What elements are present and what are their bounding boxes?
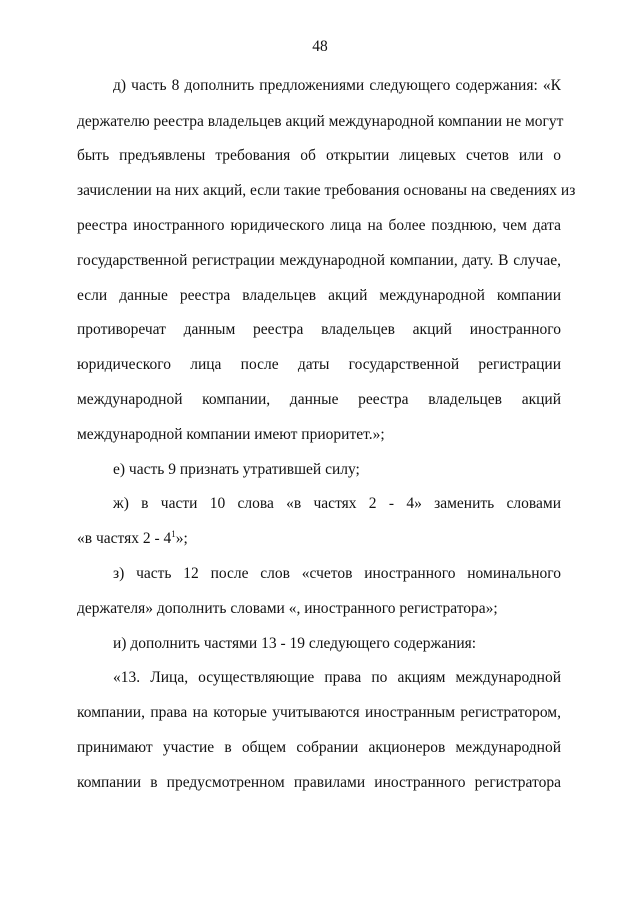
paragraph-d-line-11: международной компании имеют приоритет.»; [77, 426, 385, 443]
paragraph-d-line-10: международной компании, данные реестра владельцев акций [77, 391, 561, 408]
paragraph-d-line-7: если данные реестра владельцев акций международной компании [77, 287, 561, 304]
paragraph-zh-line-2 [77, 529, 561, 549]
paragraph-z-line-2: держателя» дополнить словами «, иностранного регистратора»; [77, 600, 498, 617]
paragraph-zh-line-1: ж) в части 10 слова «в частях 2 - 4» заменить словами [113, 495, 561, 512]
page-number: 48 [312, 38, 328, 55]
superscript-one: 1 [171, 528, 176, 539]
paragraph-d-line-8: противоречат данным реестра владельцев акций иностранного [77, 321, 561, 338]
paragraph-e: е) часть 9 признать утратившей силу; [113, 461, 360, 478]
paragraph-d-line-6: государственной регистрации международной компании, дату. В случае, [77, 252, 561, 269]
paragraph-d-line-1: д) часть 8 дополнить предложениями следующего содержания: «К [113, 77, 561, 94]
paragraph-13-line-2: компании, права на которые учитываются иностранным регистратором, [77, 704, 561, 721]
paragraph-z-line-1: з) часть 12 после слов «счетов иностранного номинального [113, 565, 561, 582]
paragraph-d-line-4: зачислении на них акций, если такие требования основаны на сведениях из [77, 182, 576, 199]
paragraph-13-line-4: компании в предусмотренном правилами иностранного регистратора [77, 774, 561, 791]
quoted-parts: «в частях 2 - 4 [77, 530, 172, 547]
paragraph-d-line-5: реестра иностранного юридического лица на более позднюю, чем дата [77, 217, 561, 234]
paragraph-13-line-1: «13. Лица, осуществляющие права по акциям международной [113, 669, 561, 686]
paragraph-d-line-3: быть предъявлены требования об открытии лицевых счетов или о [77, 147, 561, 164]
paragraph-d-line-9: юридического лица после даты государственной регистрации [77, 356, 561, 373]
closing-quote: »; [175, 530, 188, 547]
paragraph-13-line-3: принимают участие в общем собрании акционеров международной [77, 739, 561, 756]
paragraph-d-line-2: держателю реестра владельцев акций международной компании не могут [77, 113, 564, 130]
paragraph-i: и) дополнить частями 13 - 19 следующего содержания: [113, 635, 477, 652]
